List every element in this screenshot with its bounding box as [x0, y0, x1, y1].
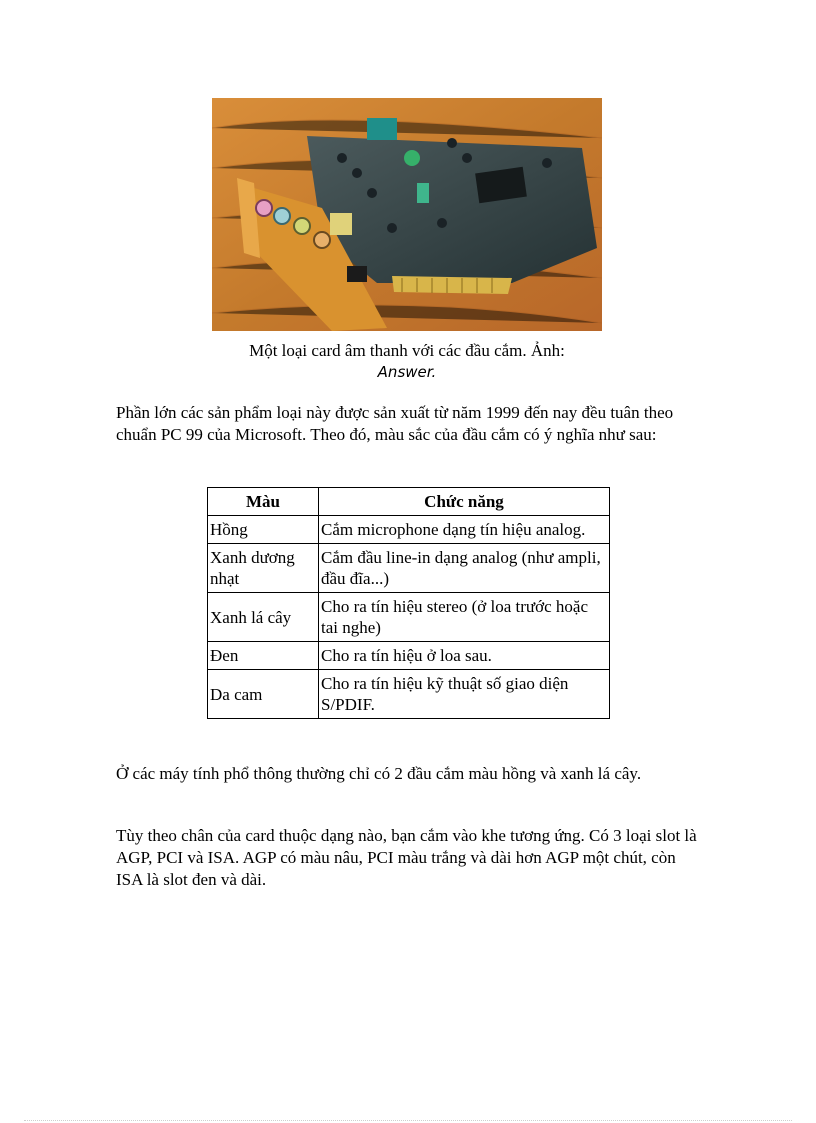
table-cell-color: Hồng [208, 516, 319, 544]
table-header-function: Chức năng [319, 488, 610, 516]
sound-card-photo [212, 98, 602, 331]
figure-caption-source: Answer. [377, 363, 437, 381]
table-cell-function: Cắm đầu line-in dạng analog (như ampli, đầu đĩa...) [319, 544, 610, 593]
table-header-color: Màu [208, 488, 319, 516]
common-connectors-paragraph: Ở các máy tính phổ thông thường chỉ có 2 đầu cắm màu hồng và xanh lá cây. [116, 764, 642, 783]
figure-caption: Một loại card âm thanh với các đầu cắm. Ảnh: [249, 341, 565, 360]
sound-card-illustration [212, 98, 602, 331]
table-cell-function: Cắm microphone dạng tín hiệu analog. [319, 516, 610, 544]
table-cell-function: Cho ra tín hiệu kỹ thuật số giao diện S/PDIF. [319, 670, 610, 719]
table-row [208, 670, 610, 719]
connector-color-table [207, 487, 610, 719]
table-cell-color: Xanh lá cây [208, 593, 319, 642]
table-cell-function: Cho ra tín hiệu ở loa sau. [319, 642, 610, 670]
table-cell-color: Xanh dương nhạt [208, 544, 319, 593]
slot-types-paragraph: Tùy theo chân của card thuộc dạng nào, bạn cắm vào khe tương ứng. Có 3 loại slot là AGP, PCI và ISA. AGP có màu nâu, PCI màu trắng và dài hơn AGP một chút, còn ISA là slot đen và dài. [116, 826, 697, 889]
table-row [208, 642, 610, 670]
table-row [208, 593, 610, 642]
table-cell-color: Đen [208, 642, 319, 670]
table-row [208, 544, 610, 593]
table-cell-function: Cho ra tín hiệu stereo (ở loa trước hoặc tai nghe) [319, 593, 610, 642]
page-bottom-border [24, 1120, 792, 1121]
table-cell-color: Da cam [208, 670, 319, 719]
table-header-row [208, 488, 610, 516]
table-row [208, 516, 610, 544]
intro-paragraph: Phần lớn các sản phẩm loại này được sản xuất từ năm 1999 đến nay đều tuân theo chuẩn PC 99 của Microsoft. Theo đó, màu sắc của đầu cắm có ý nghĩa như sau: [116, 403, 674, 444]
